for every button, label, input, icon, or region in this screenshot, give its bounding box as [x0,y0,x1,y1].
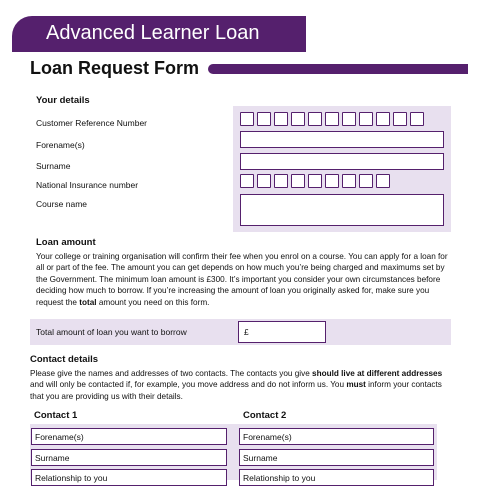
ni-number-char-box[interactable] [359,174,373,188]
title-underline-bar [208,64,468,74]
contact-text-1: Please give the names and addresses of two contacts. The contacts you give [30,369,313,378]
customer-ref-char-box[interactable] [376,112,390,126]
banner-title: Advanced Learner Loan [46,22,260,44]
customer-ref-char-box[interactable] [359,112,373,126]
contact-2-surname-placeholder: Surname [243,453,278,463]
forenames-label: Forename(s) [36,140,85,150]
ni-number-char-box[interactable] [257,174,271,188]
ni-number-char-box[interactable] [376,174,390,188]
ni-number-char-box[interactable] [342,174,356,188]
ni-number-char-box[interactable] [274,174,288,188]
ni-number-label: National Insurance number [36,180,139,190]
customer-ref-label: Customer Reference Number [36,118,148,128]
customer-ref-char-box[interactable] [393,112,407,126]
contact-2-forename-placeholder: Forename(s) [243,432,292,442]
contact-bold-2: must [346,380,366,390]
contact-2-surname-input[interactable] [239,449,434,466]
customer-ref-char-box[interactable] [325,112,339,126]
contact-1-forename-placeholder: Forename(s) [35,432,84,442]
ni-number-char-box[interactable] [240,174,254,188]
contact-2-forename-input[interactable] [239,428,434,445]
course-name-input[interactable] [240,194,444,226]
loan-amount-heading: Loan amount [36,237,96,248]
customer-ref-char-box[interactable] [257,112,271,126]
contact-details-paragraph [30,368,450,402]
borrow-amount-input[interactable] [238,321,326,343]
surname-label: Surname [36,161,71,171]
loan-paragraph-bold: total [79,297,97,307]
contact-2-relationship-placeholder: Relationship to you [243,473,316,483]
contact-1-relationship-placeholder: Relationship to you [35,473,108,483]
customer-ref-input[interactable] [240,112,440,128]
contact-details-heading: Contact details [30,354,99,365]
contact-2-relationship-input[interactable] [239,469,434,486]
customer-ref-char-box[interactable] [308,112,322,126]
contact-2-heading: Contact 2 [243,410,287,421]
contact-1-heading: Contact 1 [34,410,78,421]
contact-1-surname-placeholder: Surname [35,453,70,463]
loan-paragraph-end: amount you need on this form. [96,297,210,307]
loan-amount-paragraph [36,251,450,308]
contact-1-relationship-input[interactable] [31,469,227,486]
contact-1-surname-input[interactable] [31,449,227,466]
customer-ref-char-box[interactable] [342,112,356,126]
contact-text-3: inform your contacts that you are providing us with their details. [30,380,442,401]
loan-paragraph-text: Your college or training organisation will confirm their fee when you enrol on a course. You can apply for a loan for all or part of the fee. The amount you can get depends on how much you’re being charged and maximums set by the Government. The minimum loan amount is £300. It’s important you consider your own circumstances before deciding how much to borrow. If you’re increasing the amount of loan you originally asked for, make sure you request the [36,252,448,307]
contact-bold-1: should live at different addresses [312,369,443,378]
ni-number-input[interactable] [240,174,400,190]
ni-number-char-box[interactable] [291,174,305,188]
customer-ref-char-box[interactable] [240,112,254,126]
borrow-amount-label: Total amount of loan you want to borrow [36,327,187,337]
surname-input[interactable] [240,153,444,170]
forenames-input[interactable] [240,131,444,148]
contact-text-2: and will only be contacted if, for example, you move address and do not inform us. You [30,380,347,390]
currency-symbol: £ [244,327,249,337]
customer-ref-char-box[interactable] [274,112,288,126]
customer-ref-char-box[interactable] [291,112,305,126]
contact-1-forename-input[interactable] [31,428,227,445]
form-title: Loan Request Form [30,58,200,78]
ni-number-char-box[interactable] [325,174,339,188]
customer-ref-char-box[interactable] [410,112,424,126]
header-banner [12,16,306,52]
course-name-label: Course name [36,199,88,209]
your-details-heading: Your details [36,95,90,106]
ni-number-char-box[interactable] [308,174,322,188]
